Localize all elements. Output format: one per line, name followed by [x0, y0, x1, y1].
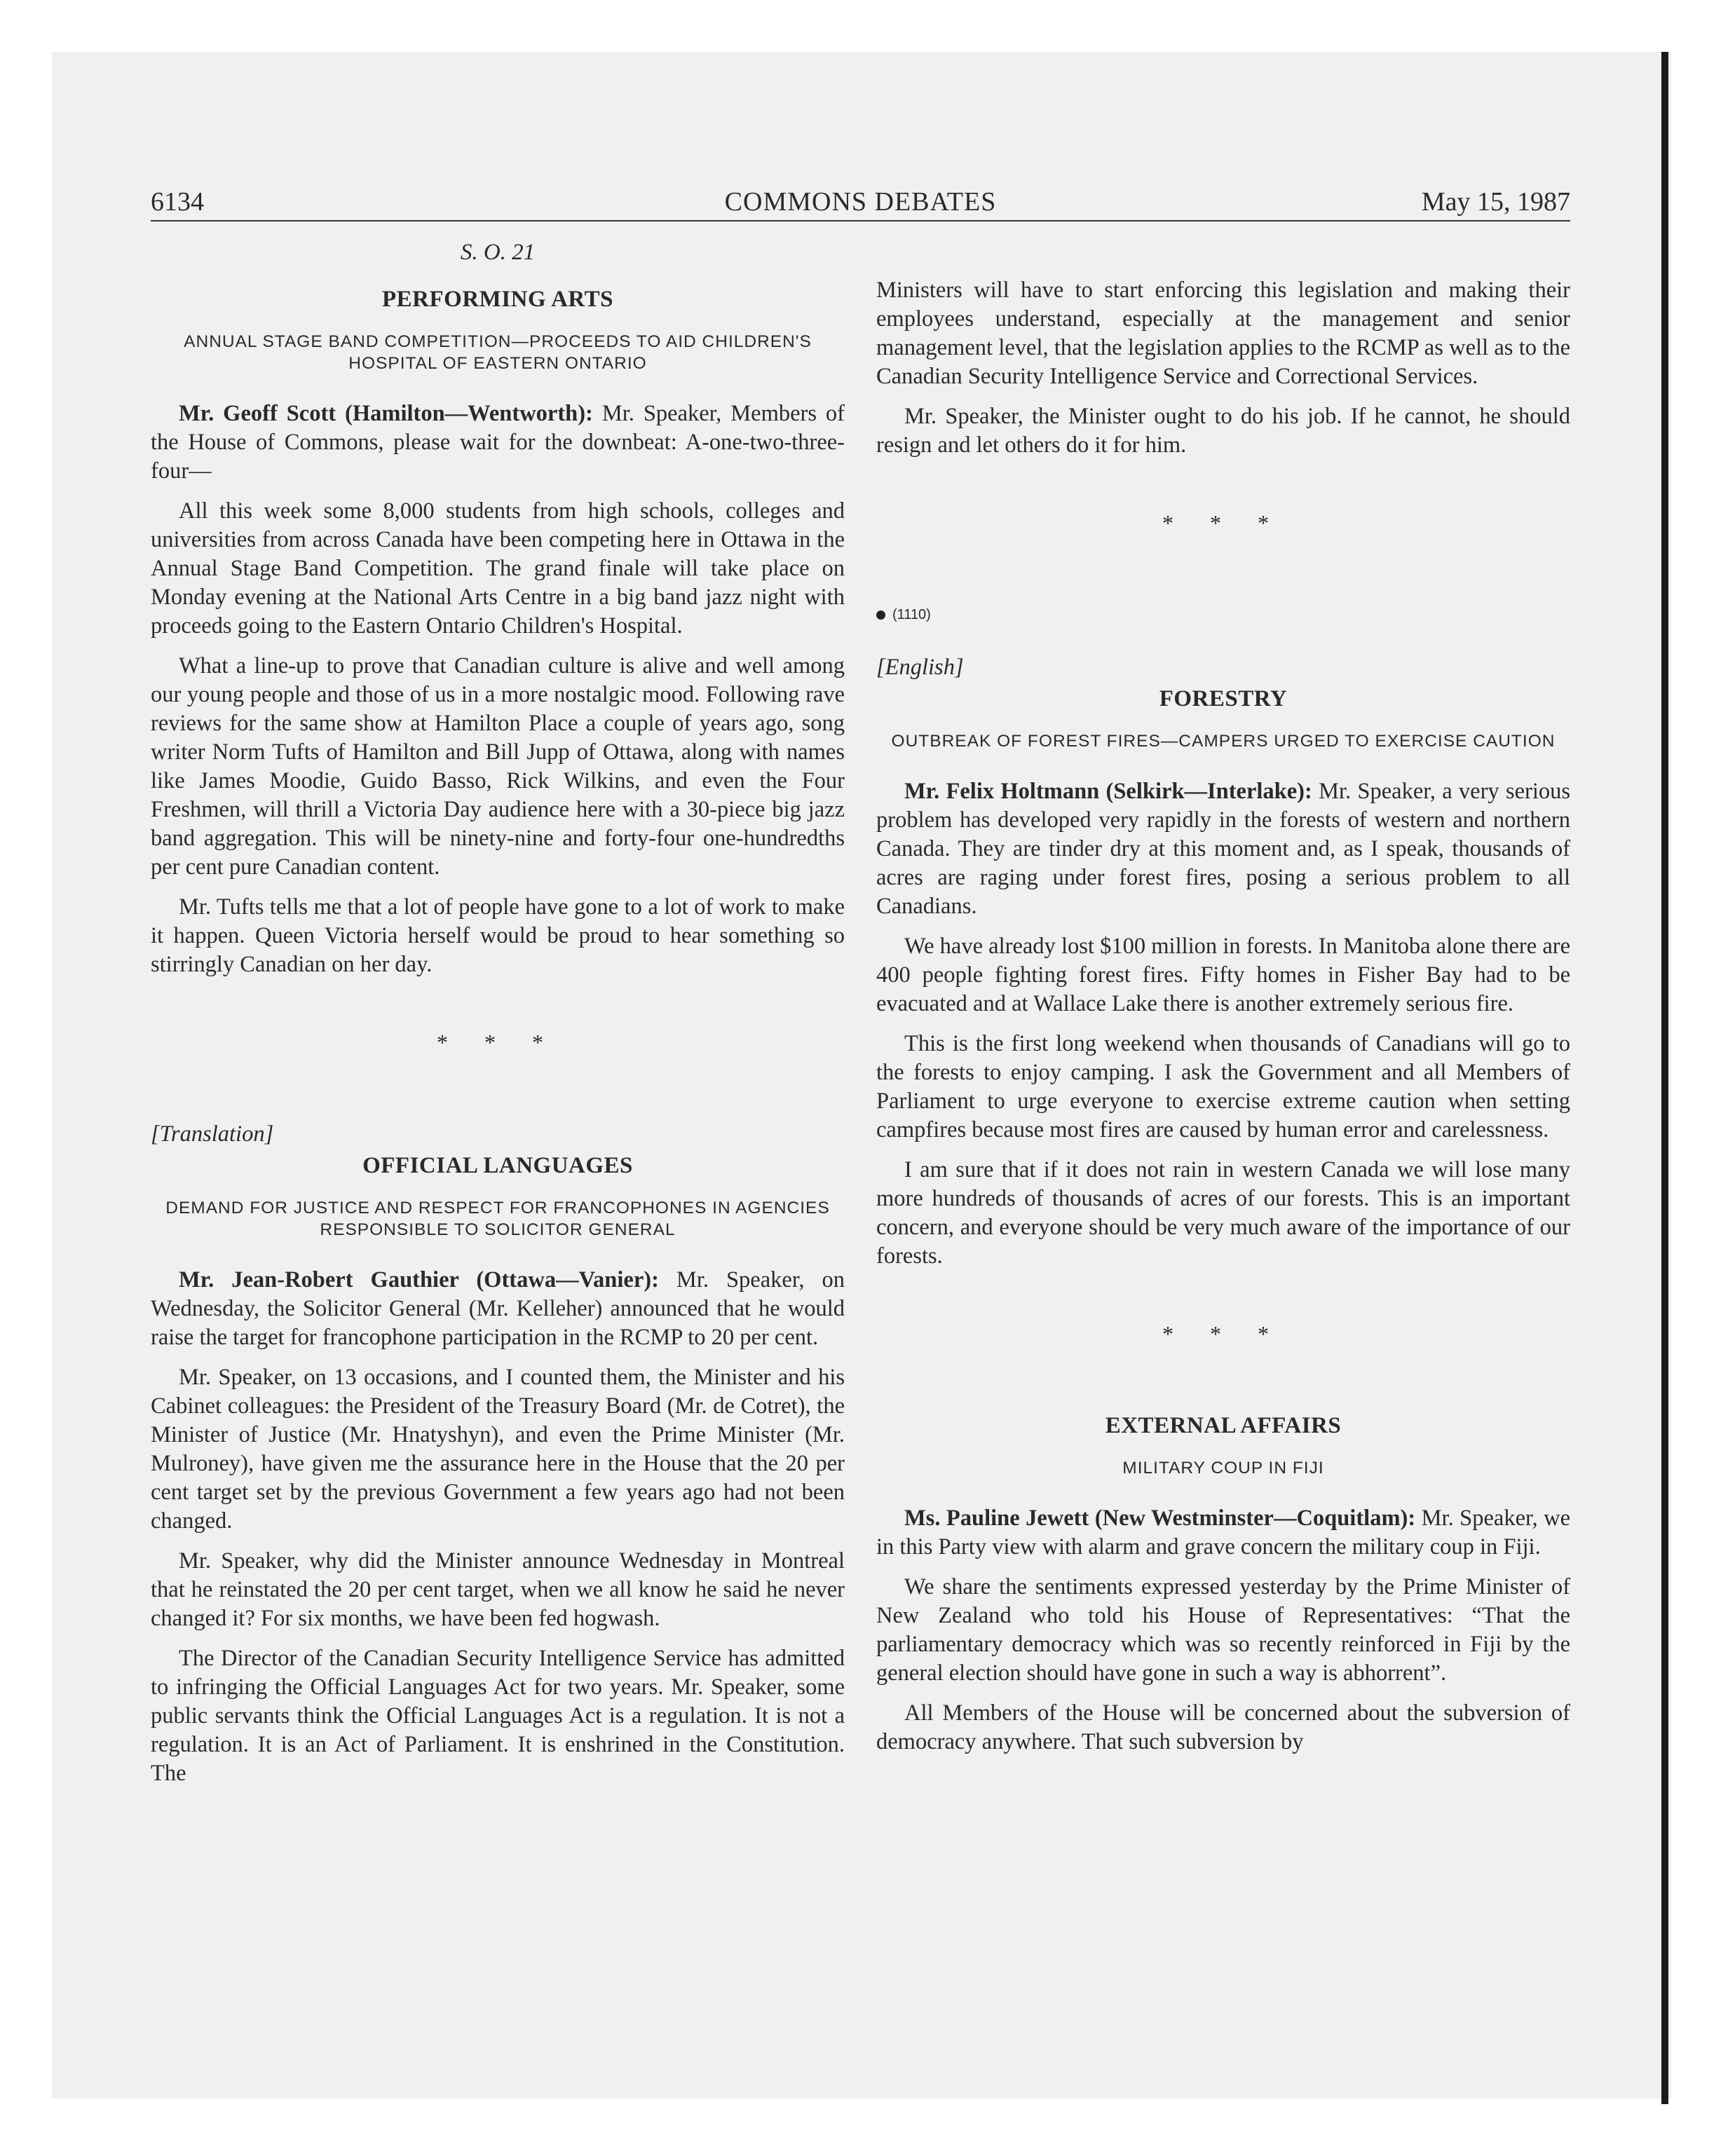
paragraph-text: Mr. Speaker, Members of the House of Commons, please wait for the downbeat: A-one-two-three-four— — [151, 401, 845, 484]
left-column — [151, 231, 845, 1799]
paragraph — [151, 1266, 845, 1352]
paragraph: This is the first long weekend when thousands of Canadians will go to the forests to enjoy camping. I ask the Government and all Members of Parliament to urge everyone to exercise extreme caution when setting campfires because most fires are caused by human error and carelessness. — [876, 1031, 1570, 1142]
bullet-icon — [876, 610, 885, 620]
paragraph: We have already lost $100 million in forests. In Manitoba alone there are 400 people fighting forest fires. Fifty homes in Fisher Bay had to be evacuated and at Wallace Lake there is another extremely serious fire. — [876, 934, 1570, 1016]
paragraph: We share the sentiments expressed yesterday by the Prime Minister of New Zealand who told his House of Representatives: “That the parliamentary democracy which was so recently reinforced in Fiji by the general election should have gone in such a way is abhorrent”. — [876, 1574, 1570, 1686]
language-label: [Translation] — [151, 1121, 274, 1147]
speaker-name: Mr. Felix Holtmann (Selkirk—Interlake): — [904, 779, 1312, 804]
speaker-name: Mr. Geoff Scott (Hamilton—Wentworth): — [179, 401, 593, 426]
paragraph: The Director of the Canadian Security Intelligence Service has admitted to infringing the Official Languages Act for two years. Mr. Speaker, some public servants think the Official Languages Act is a regulation. It is not a regulation. It is an Act of Parliament. It is enshrined in the Constitution. The — [151, 1646, 845, 1786]
page-number: 6134 — [151, 187, 204, 217]
publication-title: COMMONS DEBATES — [724, 187, 997, 217]
speaker-name: Ms. Pauline Jewett (New Westminster—Coquitlam): — [904, 1506, 1416, 1531]
section-heading-forestry: FORESTRY — [1159, 686, 1288, 711]
paragraph: Ministers will have to start enforcing this legislation and making their employees understand, especially at the management and senior management level, that the legislation applies to the RCMP as well as to the Canadian Security Intelligence Service and Correctional Services. — [876, 278, 1570, 389]
paragraph: Mr. Speaker, the Minister ought to do his job. If he cannot, he should resign and let others do it for him. — [876, 404, 1570, 458]
section-separator: * * * — [437, 1030, 559, 1055]
paragraph: Mr. Tufts tells me that a lot of people have gone to a lot of work to make it happen. Queen Victoria herself would be proud to hear something so stirringly Canadian on her day. — [151, 894, 845, 977]
time-marker-text: (1110) — [892, 607, 931, 622]
time-marker — [876, 601, 1570, 629]
scan-edge-bar — [1661, 52, 1668, 2104]
paragraph: All Members of the House will be concerned about the subversion of democracy anywhere. That such subversion by — [876, 1700, 1570, 1754]
paragraph-text: Mr. Speaker, on Wednesday, the Solicitor General (Mr. Kelleher) announced that he would raise the target for francophone participation in the RCMP to 20 per cent. — [151, 1267, 845, 1350]
section-heading-performing-arts: PERFORMING ARTS — [382, 287, 613, 312]
section-heading-official-languages: OFFICIAL LANGUAGES — [362, 1153, 633, 1178]
right-column — [876, 276, 1570, 1768]
paragraph — [876, 1504, 1570, 1562]
paragraph: Mr. Speaker, on 13 occasions, and I counted them, the Minister and his Cabinet colleagues: the President of the Treasury Board (Mr. de Cotret), the Minister of Justice (Mr. Hnatyshyn), and even the Prime Minister (Mr. Mulroney), have given me the assurance here in the House that the 20 per cent target set by the previous Government a few years ago had not been changed. — [151, 1365, 845, 1534]
paragraph-text: Mr. Speaker, a very serious problem has developed very rapidly in the forests of western and northern Canada. They are tinder dry at this moment and, as I speak, thousands of acres are raging under forest fires, posing a serious problem to all Canadians. — [876, 779, 1571, 919]
paragraph: What a line-up to prove that Canadian culture is alive and well among our young people and those of us in a more nostalgic mood. Following rave reviews for the same show at Hamilton Place a couple of years ago, song writer Norm Tufts of Hamilton and Bill Jupp of Ottawa, along with names like James Moodie, Guido Basso, Rick Wilkins, and even the Four Freshmen, will thrill a Victoria Day audience here with a 30-piece big jazz band aggregation. This will be ninety-nine and forty-four one-hundredths per cent pure Canadian content. — [151, 653, 845, 880]
section-subheading-external-affairs: MILITARY COUP IN FIJI — [1122, 1459, 1324, 1478]
standing-order-label: S. O. 21 — [460, 240, 536, 265]
paragraph: Mr. Speaker, why did the Minister announce Wednesday in Montreal that he reinstated the 20 per cent target, when we all know he said he never changed it? For six months, we have been fed hogwash. — [151, 1548, 845, 1631]
speaker-name: Mr. Jean-Robert Gauthier (Ottawa—Vanier): — [179, 1267, 659, 1292]
section-subheading-performing-arts: ANNUAL STAGE BAND COMPETITION—PROCEEDS TO AID CHILDREN'S HOSPITAL OF EASTERN ONTARIO — [184, 332, 812, 373]
section-separator: * * * — [1162, 1321, 1284, 1346]
paragraph — [876, 777, 1570, 921]
page-header — [151, 184, 1570, 221]
paragraph-text: Mr. Speaker, we in this Party view with alarm and grave concern the military coup in Fiji. — [876, 1506, 1571, 1560]
publication-date: May 15, 1987 — [1421, 187, 1570, 217]
section-subheading-forestry: OUTBREAK OF FOREST FIRES—CAMPERS URGED TO EXERCISE CAUTION — [891, 732, 1556, 751]
section-separator: * * * — [1162, 510, 1284, 535]
section-heading-external-affairs: EXTERNAL AFFAIRS — [1105, 1413, 1342, 1438]
paragraph: I am sure that if it does not rain in western Canada we will lose many more hundreds of thousands of acres of our forests. This is an important concern, and everyone should be very much aware of the importance of our forests. — [876, 1157, 1570, 1269]
paragraph — [151, 400, 845, 486]
paragraph: All this week some 8,000 students from high schools, colleges and universities from across Canada have been competing here in Ottawa in the Annual Stage Band Competition. The grand finale will take place on Monday evening at the National Arts Centre in a big band jazz night with proceeds going to the Eastern Ontario Children's Hospital. — [151, 498, 845, 639]
language-label: [English] — [876, 655, 964, 680]
section-subheading-official-languages: DEMAND FOR JUSTICE AND RESPECT FOR FRANCOPHONES IN AGENCIES RESPONSIBLE TO SOLICITOR GENERAL — [165, 1199, 830, 1239]
